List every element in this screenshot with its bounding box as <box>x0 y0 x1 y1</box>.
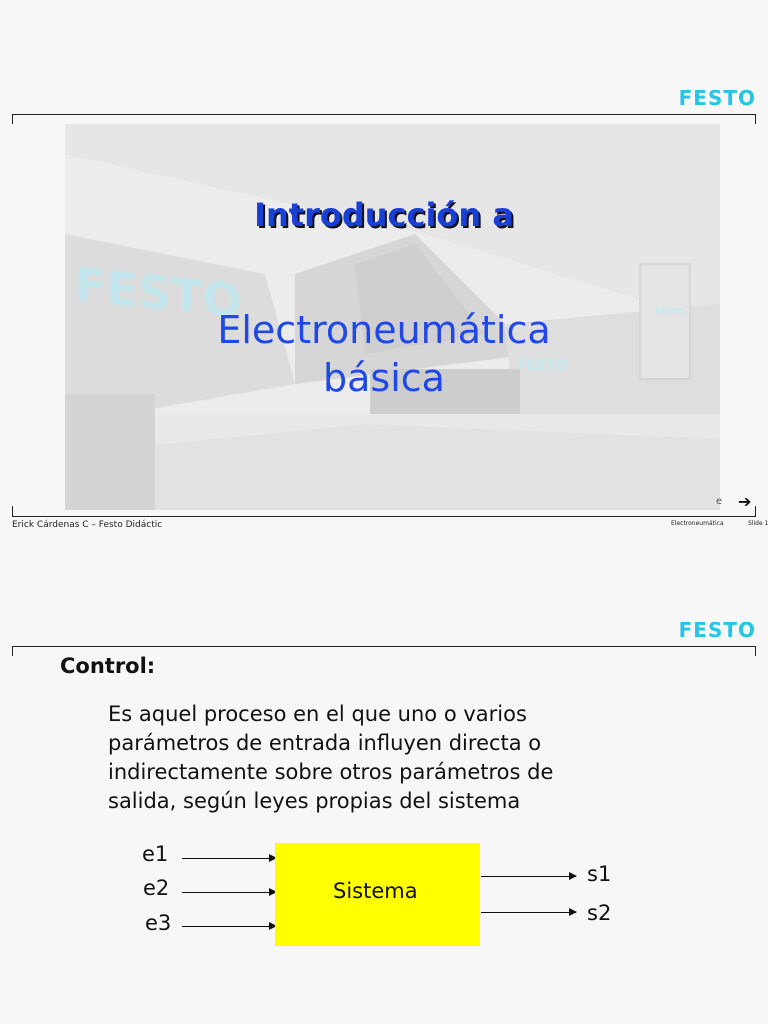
footer-tick-left <box>12 506 13 516</box>
footer-topic: Electroneumática <box>671 520 724 527</box>
input-arrow-e2 <box>182 892 276 893</box>
photo-sign-small: FESTO <box>517 358 568 374</box>
footer-rule <box>12 516 756 517</box>
photo-sign-text: FESTO <box>75 257 242 329</box>
input-label-e3: e3 <box>145 911 172 935</box>
input-arrow-e3 <box>182 926 276 927</box>
slide-title-intro: Introducción a <box>254 196 514 234</box>
rule-tick-right <box>755 646 756 656</box>
festo-logo: FESTO <box>678 86 756 110</box>
output-arrow-s2 <box>481 912 576 913</box>
output-label-s1: s1 <box>587 862 612 886</box>
input-arrow-e1 <box>182 858 276 859</box>
system-label: Sistema <box>333 879 418 903</box>
input-label-e2: e2 <box>143 876 170 900</box>
rule-tick-left <box>12 646 13 656</box>
photo-sign-tower: FESTO <box>655 307 684 316</box>
footer-tick-right <box>755 506 756 516</box>
output-arrow-s1 <box>481 876 576 877</box>
section-heading: Control: <box>60 654 156 678</box>
slide-2 <box>0 570 768 1024</box>
festo-logo: FESTO <box>678 618 756 642</box>
footer-slide-number: Slide 1 <box>748 520 768 527</box>
next-arrow-icon[interactable]: ➔ <box>738 492 752 511</box>
input-label-e1: e1 <box>142 842 169 866</box>
definition-paragraph: Es aquel proceso en el que uno o varios parámetros de entrada influyen directa o indirectamente sobre otros parámetros de salida, según leyes propias del sistema <box>108 702 554 813</box>
nav-letter: e <box>716 496 723 507</box>
slide-title-main: Electroneumática básica <box>217 308 551 400</box>
rule-tick-right <box>755 114 756 124</box>
header-rule <box>12 646 756 647</box>
header-rule <box>12 114 756 115</box>
output-label-s2: s2 <box>587 901 612 925</box>
footer-author: Erick Cárdenas C – Festo Didáctic <box>12 520 163 530</box>
rule-tick-left <box>12 114 13 124</box>
